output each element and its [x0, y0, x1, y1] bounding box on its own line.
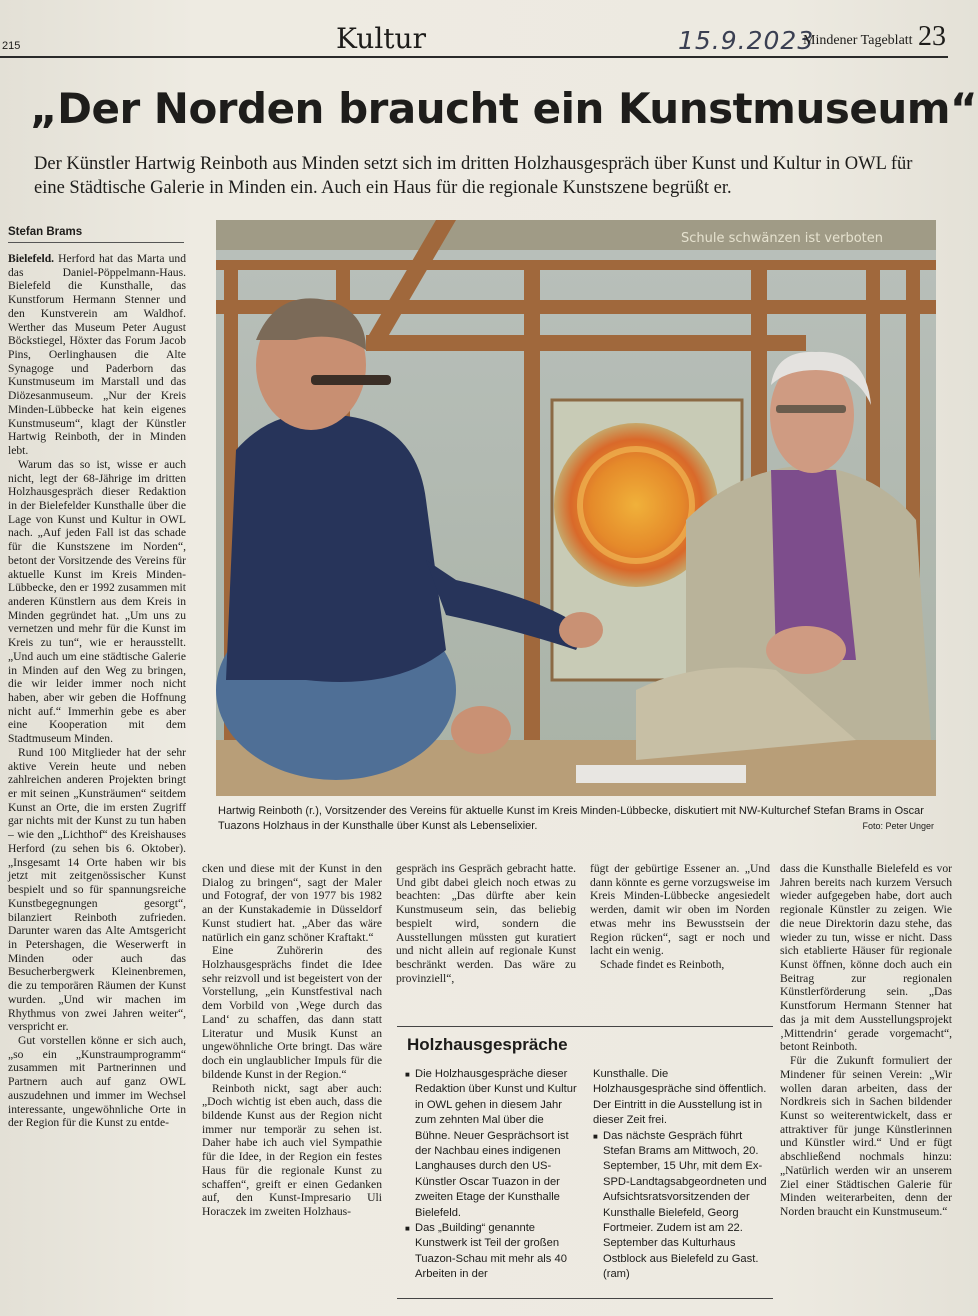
- dateline: Bielefeld.: [8, 252, 55, 265]
- paragraph: fügt der gebürtige Essener an. „Und dann könnte es gerne vorzugsweise im Kreis Minden-Lübbecke angesiedelt werden, damit wir oben im Norden etwas mehr ins Bewusstsein der Region rücken“, sagt er noch und lacht ein wenig.: [590, 862, 770, 958]
- info-box-bottom-rule: [397, 1298, 773, 1299]
- column-2: [202, 862, 382, 1302]
- paragraph: Gut vorstellen könne er sich auch, „so ein „Kunstraumprogramm“ zusammen mit Partnerinnen und Partnern auch auf ganz OWL auszudehnen und immer im Wechsel interessante, ungewöhnliche Orte in der Region für die Kunst zu entde-: [8, 1033, 186, 1130]
- paragraph: gespräch ins Gespräch gebracht hatte. Und gibt dabei gleich noch etwas zu beachten: „Das dürfte aber kein Kunstmuseum sein, das beliebig bespielt wird, sondern die Ausstellungen müssten gut kuratiert und nicht allein auf regionale Kunst beschränkt werden. Das wäre zu provinziell“,: [396, 862, 576, 985]
- paragraph: Reinboth nickt, sagt aber auch: „Doch wichtig ist eben auch, dass die bildende Kunst aus der Region nicht immer nur temporär zu sehen ist. Daher habe ich auch viel Sympathie für die Idee, in der Region ein festes Haus für die regionale Kunst zu schaffen“, greift er einen Gedanken auf, den Kunst-Impresario Uli Horaczek im zweiten Holzhaus-: [202, 1081, 382, 1218]
- section-title: Kultur: [336, 22, 426, 55]
- newspaper-name: Mindener Tageblatt: [803, 33, 913, 48]
- byline: Stefan Brams: [8, 226, 83, 238]
- paragraph: dass die Kunsthalle Bielefeld es vor Jahren bereits nach kurzem Versuch wieder aufgegeben habe, dort auch regionale Künstler zu zeigen. Wie die neue Direktorin dazu stehe, das wieder zu tun, wisse er nicht. Dass sich etablierte Häuser für regionale Kunst öffnen, könne doch auch ein Beitrag zur regionalen Künstlerförderung sein. „Das Kunstforum Hermann Stenner hat das ja mit dem Ausstellungsprojekt ‚Mittendrin‘ gerade vorgemacht“, betont Reinboth.: [780, 862, 952, 1054]
- paragraph: Eine Zuhörerin des Holzhausgesprächs findet die Idee sehr reizvoll und ist begeistert von der Vorstellung, „ein Kunstfestival nach dem Vorbild von ‚Wege durch das Land‘ zu schaffen, das dann statt Literatur und Musik Kunst an ungewöhnliche Orte bringt. Das wäre doch ein unglaublicher Impuls für die bildende Kunst in der Region.“: [202, 944, 382, 1081]
- page-code: 215: [2, 40, 21, 52]
- paragraph: Für die Zukunft formuliert der Mindener für seinen Verein: „Wir wollen daran arbeiten, dass der Nordkreis sich in Sachen bildender Kunst so weiterentwickelt, dass er attraktiver für junge Künstlerinnen und Künstler wird.“ Und er fügt abschließend nochmals hinzu: „Natürlich werden wir an unserem Ziel einer Städtischen Galerie für Minden weiterarbeiten, denn der Norden braucht ein Kunstmuseum.“: [780, 1054, 952, 1218]
- photo-illustration: [216, 220, 936, 796]
- info-box-column-left: [405, 1067, 581, 1283]
- header-rule: [0, 56, 948, 58]
- photo-credit: Foto: Peter Unger: [862, 821, 934, 831]
- column-5: [780, 862, 952, 1302]
- info-item-continued: Kunsthalle. Die Holzhausgespräche sind öffentlich. Der Eintritt in die Ausstellung ist in dieser Zeit frei.: [593, 1068, 767, 1127]
- paragraph: Rund 100 Mitglieder hat der sehr aktive Verein heute und neben zahlreichen anderen Projekten bringt er mit seinen „Kunsträumen“ seitdem Kunst an Orte, die im ersten Zugriff gar nichts mit der Kunst zu tun haben – wie den „Lichthof“ des Kreishauses Herford (zu sehen bis 6. Oktober). „Insgesamt 14 Orte haben wir bis jetzt mit zeitgenössischer Kunst bespielt und so für spannungsreiche Kunstbegegnungen gesorgt“, bilanziert Reinboth zufrieden. Darunter waren das Alte Amtsgericht in Petershagen, die Weserwerft in Minden oder auch das Besucherbergwerk Kleinenbremen, die zu temporären Räumen der Kunst wurden. „Und wir machen im Rhythmus von zwei Jahren weiter“, verspricht er.: [8, 745, 186, 1034]
- info-box-column-right: [593, 1067, 769, 1283]
- info-item: ■ Die Holzhausgespräche dieser Redaktion über Kunst und Kultur in OWL gehen in diesem Jahr zum zehnten Mal über die Bühne. Neuer Gesprächsort ist der Nachbau eines indigenen Langhauses durch den US-Künstler Oscar Tuazon in der zweiten Etage der Kunsthalle Bielefeld.: [405, 1067, 581, 1221]
- info-box-title: Holzhausgespräche: [407, 1035, 568, 1054]
- info-item: ■ Das nächste Gespräch führt Stefan Brams am Mittwoch, 20. September, 15 Uhr, mit dem Ex-SPD-Landtagsabgeordneten und Aufsichtsratsvorsitzenden der Kunsthalle Bielefeld, Georg Fortmeier. Zudem ist am 22. September das Kulturhaus Ostblock aus Bielefeld zu Gast. (ram): [593, 1129, 769, 1283]
- byline-rule: [8, 242, 184, 243]
- paragraph: Warum das so ist, wisse er auch nicht, legt der 68-Jährige im dritten Holzhausgespräch dieser Redaktion in der Bielefelder Kunsthalle über die Lage von Kunst und Kultur in OWL nach. „Auf jeden Fall ist das schade für die Kunstszene im Norden“, betont der Vorsitzende des Vereins für aktuelle Kunst im Kreis Minden-Lübbecke, den er 1992 zusammen mit anderen Künstlern aus dem Kreis in Minden gegründet hat. „Um uns zu vernetzen und mehr für die Kunst im Kreis zu tun“, wie er herausstellt. „Und auch um eine städtische Galerie in Minden auf den Weg zu bringen, die wir leider immer noch nicht haben, aber wir geben die Hoffnung nicht auf.“ Immerhin gebe es aber eine Kooperation mit dem Stadtmuseum Minden.: [8, 457, 186, 746]
- article-photo: [216, 220, 936, 796]
- column-4: [590, 862, 770, 1012]
- handwritten-date: 15.9.2023: [678, 26, 815, 55]
- column-3: [396, 862, 576, 1012]
- photo-sign-text: Schule schwänzen ist verboten: [681, 231, 884, 246]
- headline: „Der Norden braucht ein Kunstmuseum“: [30, 84, 978, 133]
- dek: Der Künstler Hartwig Reinboth aus Minden setzt sich im dritten Holzhausgespräch über Kunst und Kultur in OWL für eine Städtische Galerie in Minden ein. Auch ein Haus für die regionale Kunstszene begrüßt er.: [34, 154, 913, 198]
- paragraph: Bielefeld. Herford hat das Marta und das Daniel-Pöppelmann-Haus. Bielefeld die Kunsthalle, das Kunstforum Hermann Stenner und den Kunstverein am Waldhof. Werther das Museum Peter August Böckstiegel, Höxter das Forum Jacob Pins, Oerlinghausen die Alte Synagoge und Paderborn das Kunstmuseum im Marstall und das Diözesanmuseum. „Nur der Kreis Minden-Lübbecke hat kein eigenes Kunstmuseum“, klagt der Künstler Hartwig Reinboth, der in Minden lebt.: [8, 252, 187, 458]
- page-number: 23: [918, 21, 946, 52]
- paragraph: cken und diese mit der Kunst in den Dialog zu bringen“, sagt der Maler und Fotograf, der von 1977 bis 1982 an der Kunstakademie in Düsseldorf Kunst studiert hat. „Aber das wäre natürlich ein ganz schöner Kraftakt.“: [202, 862, 382, 944]
- column-1: [8, 252, 186, 1307]
- paragraph: Schade findet es Reinboth,: [600, 958, 725, 972]
- info-item: ■ Das „Building“ genannte Kunstwerk ist Teil der großen Tuazon-Schau mit mehr als 40 Arbeiten in der: [405, 1221, 581, 1283]
- info-box: [397, 1026, 773, 1296]
- photo-caption: Hartwig Reinboth (r.), Vorsitzender des Vereins für aktuelle Kunst im Kreis Minden-Lübbecke, diskutiert mit NW-Kulturchef Stefan Brams in Oscar Tuazons Holzhaus in der Kunsthalle über Kunst als Lebenselixier. Foto: Peter Unger: [218, 805, 934, 832]
